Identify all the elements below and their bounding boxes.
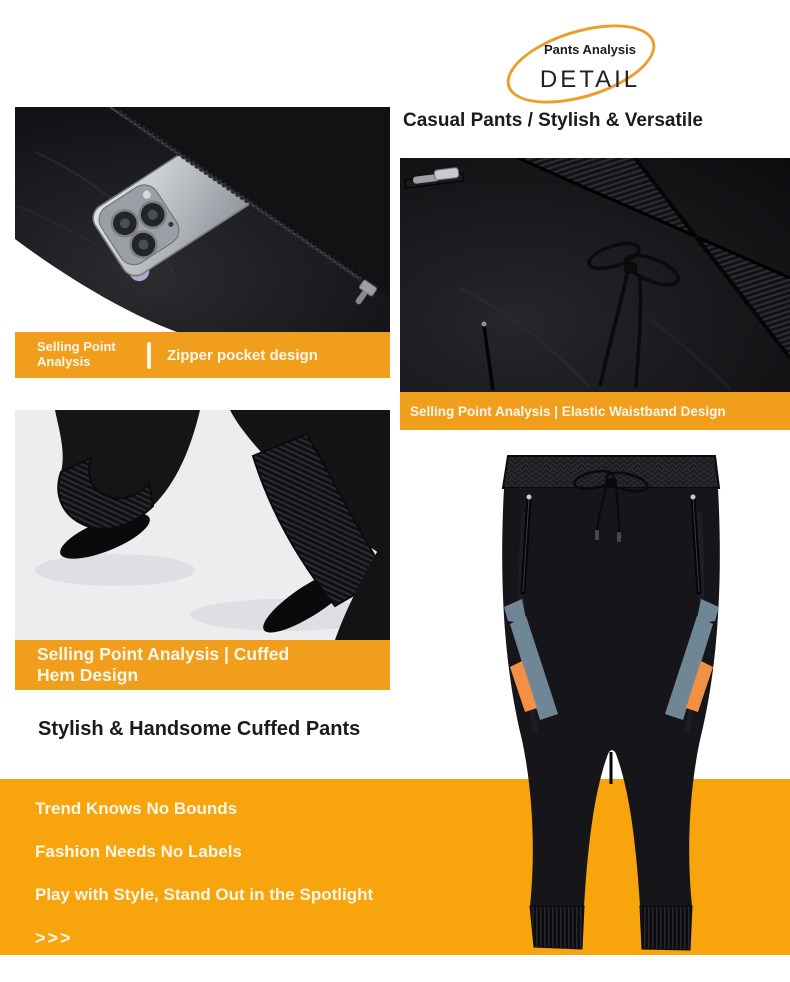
cuffed-hem-illustration <box>15 410 390 640</box>
heading-cuffed-pants: Stylish & Handsome Cuffed Pants <box>38 718 361 740</box>
heading-casual-pants: Casual Pants / Stylish & Versatile <box>403 110 703 131</box>
banner-divider <box>147 342 151 369</box>
ellipse-outline-icon <box>497 9 664 119</box>
banner-prefix: Selling Point Analysis <box>37 339 116 369</box>
banner-label: Zipper pocket design <box>167 346 318 364</box>
promo-line-1: Trend Knows No Bounds <box>35 799 238 818</box>
selling-point-banner-waistband <box>400 392 790 430</box>
badge-label: Pants Analysis <box>543 42 636 57</box>
cuffed-hem-photo <box>15 410 390 640</box>
zipper-pocket-illustration <box>15 107 390 332</box>
waistband-illustration <box>400 158 790 392</box>
selling-point-banner-hem <box>15 640 390 690</box>
detail-badge <box>480 18 700 114</box>
banner-label: Selling Point Analysis | Cuffed Hem Design <box>37 644 290 685</box>
banner-label: Selling Point Analysis | Elastic Waistband Design <box>410 403 726 419</box>
badge-title: DETAIL <box>539 66 641 93</box>
waistband-photo <box>400 158 790 392</box>
joggers-illustration <box>494 452 729 952</box>
left-cuff <box>530 906 584 949</box>
arrows-icon: >>> <box>35 928 73 948</box>
selling-point-banner-zipper <box>15 332 390 378</box>
promo-line-3: Play with Style, Stand Out in the Spotlight <box>35 885 374 904</box>
joggers-product-photo <box>494 452 729 952</box>
promo-line-2: Fashion Needs No Labels <box>35 842 242 861</box>
zipper-pocket-photo <box>15 107 390 332</box>
right-cuff <box>640 906 692 950</box>
